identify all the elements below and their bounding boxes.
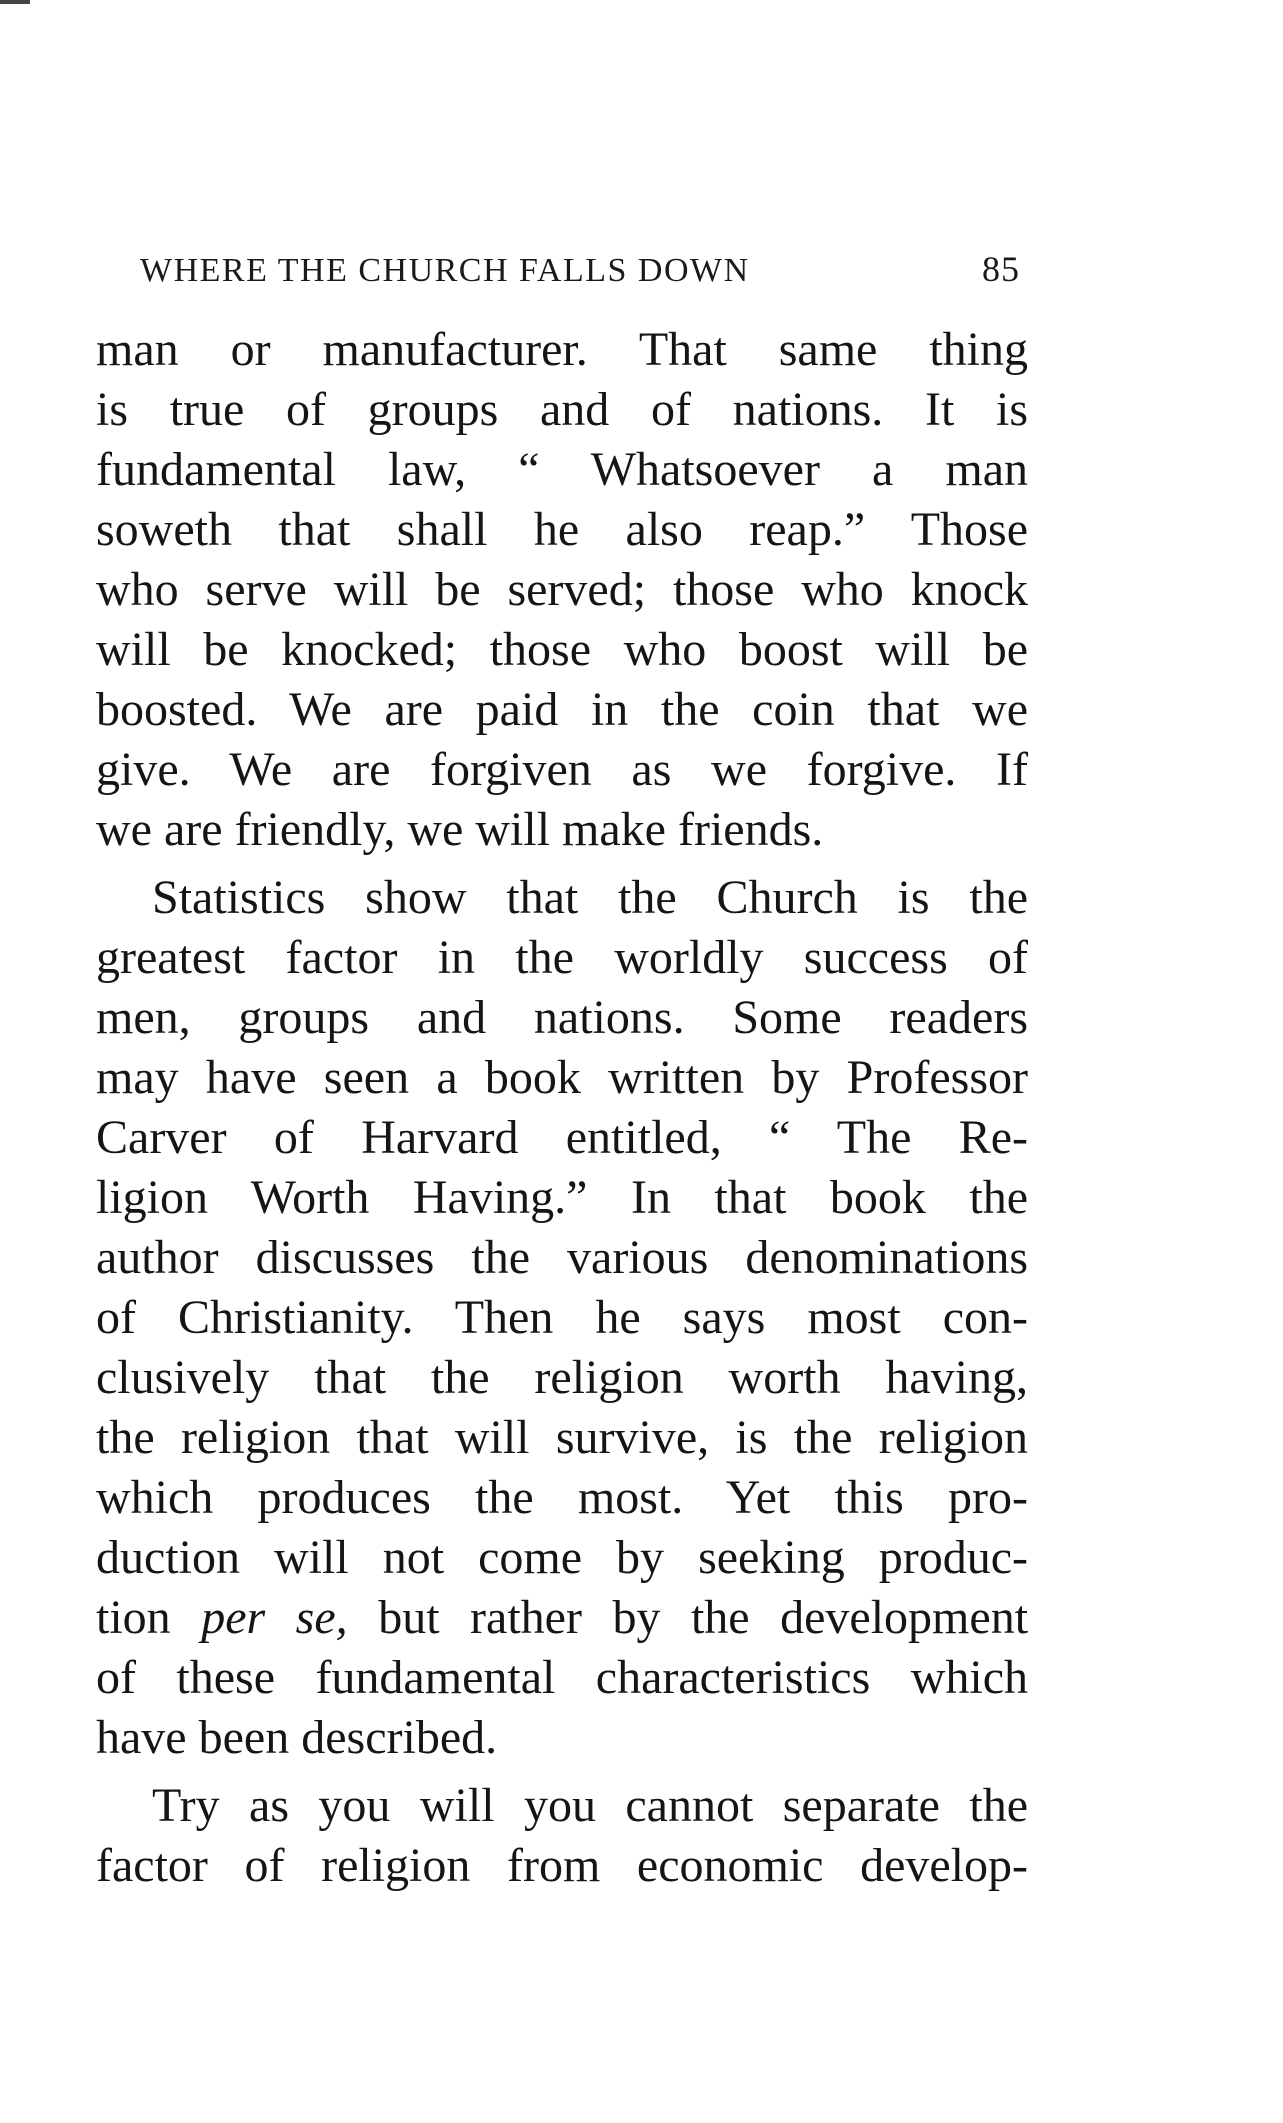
text-line-mixed (96, 1588, 1028, 1648)
paragraph-gap (96, 860, 1028, 868)
text-line: boosted. We are paid in the coin that we (96, 683, 1028, 736)
text-line: greatest factor in the worldly success of (96, 931, 1028, 984)
text-line: which produces the most. Yet this pro- (96, 1471, 1028, 1524)
text-line: Carver of Harvard entitled, “ The Re- (96, 1111, 1028, 1164)
text-fragment: tion (96, 1591, 171, 1644)
text-line: we are friendly, we will make friends. (96, 803, 824, 856)
body-text (96, 320, 1028, 1896)
text-line: will be knocked; those who boost will be (96, 623, 1028, 676)
text-line: of these fundamental characteristics which (96, 1651, 1028, 1704)
italic-phrase: per se, (201, 1591, 348, 1644)
text-line: fundamental law, “ Whatsoever a man (96, 443, 1028, 496)
text-line: is true of groups and of nations. It is (96, 383, 1028, 436)
running-head (140, 248, 1020, 298)
text-line: soweth that shall he also reap.” Those (96, 503, 1028, 556)
text-line: of Christianity. Then he says most con- (96, 1291, 1028, 1344)
text-line: clusively that the religion worth having, (96, 1351, 1028, 1404)
text-line: have been described. (96, 1711, 498, 1764)
text-line: who serve will be served; those who knock (96, 563, 1028, 616)
page-number: 85 (982, 249, 1020, 289)
running-head-title: WHERE THE CHURCH FALLS DOWN (140, 252, 750, 289)
text-line: factor of religion from economic develop- (96, 1839, 1028, 1892)
text-line: give. We are forgiven as we forgive. If (96, 743, 1028, 796)
paragraph-gap (96, 1768, 1028, 1776)
text-fragment: but rather by the development (378, 1591, 1029, 1644)
text-line: may have seen a book written by Professor (96, 1051, 1028, 1104)
text-line: the religion that will survive, is the religion (96, 1411, 1028, 1464)
text-line: men, groups and nations. Some readers (96, 991, 1028, 1044)
text-line: Try as you will you cannot separate the (152, 1779, 1028, 1832)
text-line: author discusses the various denominations (96, 1231, 1028, 1284)
text-line: ligion Worth Having.” In that book the (96, 1171, 1028, 1224)
scan-corner-mark (0, 0, 30, 4)
text-line: Statistics show that the Church is the (152, 871, 1028, 924)
text-line: duction will not come by seeking produc- (96, 1531, 1028, 1584)
text-line: man or manufacturer. That same thing (96, 323, 1028, 376)
